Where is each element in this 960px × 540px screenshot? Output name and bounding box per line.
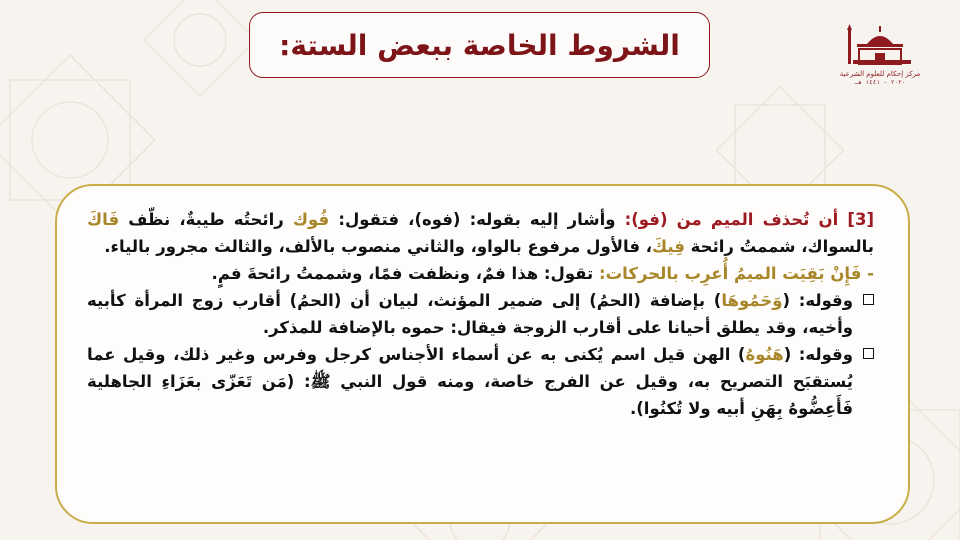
text-part: وقوله: ( <box>783 345 853 364</box>
list-item-text <box>87 341 853 422</box>
rule-text-part: بالسواك، شممتُ رائحة <box>684 237 874 256</box>
highlighted-word: هَنُوهُ <box>745 345 784 364</box>
highlighted-word: فُوك <box>292 210 330 229</box>
slide-title: الشروط الخاصة ببعض الستة: <box>279 28 680 62</box>
slide-title-box <box>249 12 710 78</box>
checkbox-bullet-icon <box>863 294 874 305</box>
rule-heading: أن تُحذف الميم من (فو): <box>624 210 839 229</box>
highlighted-word: فِيكَ <box>652 237 685 256</box>
highlighted-word: فَاكَ <box>87 210 120 229</box>
paragraph-rule-3 <box>87 206 874 260</box>
rule-text-part: ، فالأول مرفوع بالواو، والثاني منصوب بالألف، والثالث مجرور بالياء. <box>104 237 653 256</box>
checkbox-bullet-icon <box>863 348 874 359</box>
rule-text-part: وأشار إليه بقوله: (فوه)، فتقول: <box>329 210 625 229</box>
rule-number: [3] <box>838 210 874 229</box>
logo-subtitle: مركز إحكام للعلوم الشرعية <box>839 70 921 78</box>
paragraph-mim-remains <box>87 260 874 287</box>
highlighted-word: وَحَمُوهَا <box>721 291 783 310</box>
list-item-text <box>87 287 853 341</box>
text-part: ) الهن قيل اسم يُكنى به عن أسماء الأجناس كرجل وفرس وغير ذلك، وقيل عما يُستقبَح التصريح به، وقيل عن الفرج خاصة، ومنه قول النبي ﷺ: (مَن تَعَزّى بعَزَاءِ الجاهلية فَأَعِضُّوهُ بِهَنِ أبيه ولا تُكنُوا). <box>87 345 853 418</box>
text-part: وقوله: ( <box>782 291 853 310</box>
content-box <box>55 184 910 524</box>
text-part: ) بإضافة (الحمُ) إلى ضمير المؤنث، لبيان أن (الحمُ) أقارب زوج المرأة كأبيه وأخيه، وقد يطلق أحيانا على أقارب الزوجة فيقال: حموه بالإضافة للمذكر. <box>87 291 853 337</box>
mosque-icon <box>845 22 915 68</box>
list-item-hamuha <box>87 287 874 341</box>
list-item-hanuhu <box>87 341 874 422</box>
logo-year: ٢٠٢٠ - ١٤٤١ هـ <box>854 79 906 86</box>
subrule-heading: - فَإِنْ بَقِيَت الميمُ أُعرِب بالحركات: <box>599 264 874 283</box>
brand-logo <box>839 22 921 96</box>
subrule-text: تقول: هذا فمٌ، ونظفت فمًا، وشممتُ رائحةَ فمٍ. <box>211 264 599 283</box>
rule-text-part: رائحتُه طيبةٌ، نظّف <box>119 210 293 229</box>
